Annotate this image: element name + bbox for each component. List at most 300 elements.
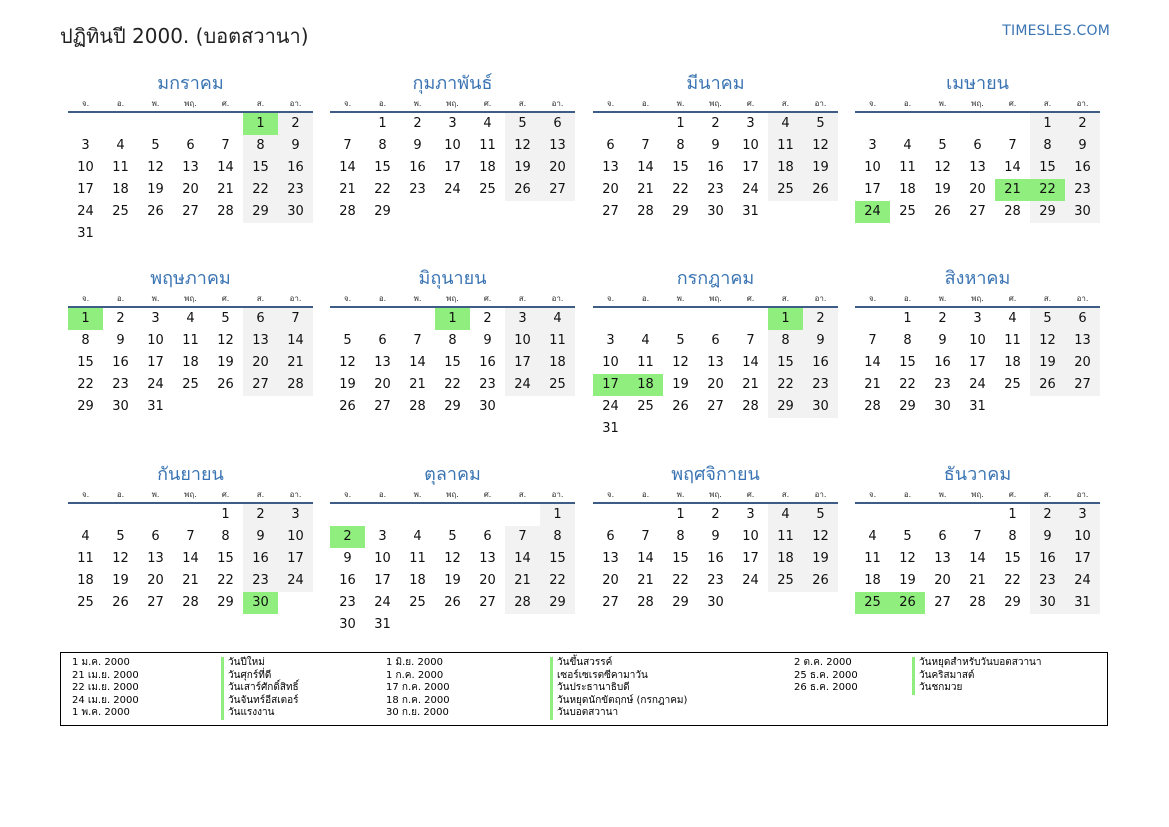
day-cell: 13	[243, 330, 278, 352]
day-cell: 16	[1030, 548, 1065, 570]
day-cell: 8	[378, 138, 387, 153]
day-cell: 28	[339, 204, 356, 219]
day-cell: 23	[339, 595, 356, 610]
day-cell: 9	[938, 333, 947, 348]
day-cell: 3	[746, 116, 755, 131]
holiday-name: เซอร์เซเรตซีคามาวัน	[550, 670, 687, 683]
empty-cell	[925, 113, 960, 135]
day-cell: 24	[602, 399, 619, 414]
day-cell: 5	[803, 113, 838, 135]
day-cell: 24	[969, 377, 986, 392]
weekday-header	[68, 97, 313, 113]
day-cell: 9	[278, 135, 313, 157]
day-cell: 30	[707, 595, 724, 610]
day-cell: 11	[182, 333, 199, 348]
weekday-label: ศ.	[746, 294, 755, 303]
weekday-label: จ.	[868, 99, 877, 108]
day-cell: 31	[77, 226, 94, 241]
day-cell: 9	[1065, 135, 1100, 157]
day-cell: 5	[803, 504, 838, 526]
weekday-header	[68, 488, 313, 504]
day-cell: 27	[374, 399, 391, 414]
day-cell: 21	[182, 573, 199, 588]
empty-cell	[960, 113, 995, 135]
day-cell: 13	[374, 355, 391, 370]
day-cell: 21	[278, 352, 313, 374]
day-cell: 11	[637, 355, 654, 370]
empty-cell	[890, 504, 925, 526]
weekday-label: อ.	[378, 294, 387, 303]
weekday-label: พ.	[151, 99, 160, 108]
day-cell: 6	[606, 529, 615, 544]
empty-cell	[103, 113, 138, 135]
day-cell: 19	[803, 157, 838, 179]
day-cell: 23	[934, 377, 951, 392]
day-cell: 28	[1004, 204, 1021, 219]
day-cell: 3	[278, 504, 313, 526]
day-cell: 19	[934, 182, 951, 197]
day-cell: 9	[413, 138, 422, 153]
day-cell: 14	[637, 160, 654, 175]
day-cell: 1	[676, 507, 685, 522]
weekday-label: จ.	[606, 99, 615, 108]
day-cell: 20	[707, 377, 724, 392]
day-cell: 2	[938, 311, 947, 326]
empty-cell	[628, 308, 663, 330]
day-cell: 12	[112, 551, 129, 566]
empty-cell	[103, 504, 138, 526]
day-cell: 25	[768, 179, 803, 201]
day-cell: 6	[938, 529, 947, 544]
weekday-label: ศ.	[483, 99, 492, 108]
day-cell: 6	[711, 333, 720, 348]
page-title: ปฏิทินปี 2000. (บอตสวานา)	[60, 24, 309, 48]
day-cell: 7	[343, 138, 352, 153]
day-cell: 5	[1030, 308, 1065, 330]
empty-cell	[470, 201, 505, 223]
day-cell: 4	[903, 138, 912, 153]
weekday-label: จ.	[343, 490, 352, 499]
month-name: สิงหาคม	[944, 268, 1011, 289]
day-cell: 29	[217, 595, 234, 610]
day-cell: 28	[409, 399, 426, 414]
day-cell: 30	[1065, 201, 1100, 223]
day-cell: 24	[742, 182, 759, 197]
weekday-label: ส.	[256, 294, 265, 303]
day-cell: 12	[934, 160, 951, 175]
day-cell: 12	[1030, 330, 1065, 352]
day-cell: 2	[278, 113, 313, 135]
month-block	[68, 266, 313, 418]
day-grid	[855, 308, 1100, 418]
day-cell: 24	[374, 595, 391, 610]
day-cell: 14	[1004, 160, 1021, 175]
day-cell: 6	[540, 113, 575, 135]
month-name: ธันวาคม	[943, 464, 1012, 485]
day-cell: 25	[1004, 377, 1021, 392]
day-cell: 23	[479, 377, 496, 392]
empty-cell	[435, 614, 470, 636]
empty-cell	[278, 396, 313, 418]
day-cell: 2	[1030, 504, 1065, 526]
day-cell: 10	[1065, 526, 1100, 548]
day-cell: 10	[969, 333, 986, 348]
day-cell: 18	[479, 160, 496, 175]
holiday-date: 17 ก.ค. 2000	[386, 682, 450, 694]
day-cell: 31	[374, 617, 391, 632]
day-cell: 21	[742, 377, 759, 392]
day-cell: 10	[505, 330, 540, 352]
day-cell: 17	[1065, 548, 1100, 570]
day-cell: 23	[707, 182, 724, 197]
holiday-name-column	[912, 657, 1042, 695]
holiday-date-column	[386, 657, 450, 720]
day-cell: 17	[969, 355, 986, 370]
day-cell: 26	[147, 204, 164, 219]
weekday-label: ศ.	[221, 490, 230, 499]
day-cell: 22	[899, 377, 916, 392]
day-cell: 14	[637, 551, 654, 566]
weekday-label: ศ.	[221, 294, 230, 303]
day-cell: 17	[742, 160, 759, 175]
day-cell: 27	[602, 204, 619, 219]
day-cell: 3	[606, 333, 615, 348]
weekday-label: จ.	[343, 99, 352, 108]
holiday-date: 26 ธ.ค. 2000	[794, 682, 858, 694]
day-cell: 8	[676, 138, 685, 153]
day-cell: 12	[672, 355, 689, 370]
day-cell: 14	[409, 355, 426, 370]
empty-cell	[540, 614, 575, 636]
holiday-name: วันชกมวย	[912, 682, 1042, 695]
holiday-date: 1 ก.ค. 2000	[386, 669, 444, 681]
holiday-date: 22 เม.ย. 2000	[72, 682, 139, 694]
day-cell: 22	[243, 179, 278, 201]
weekday-label: จ.	[343, 294, 352, 303]
empty-cell	[505, 201, 540, 223]
day-grid	[330, 308, 575, 418]
day-cell: 15	[77, 355, 94, 370]
empty-cell	[540, 201, 575, 223]
day-cell: 21	[995, 179, 1030, 201]
month-block	[330, 266, 575, 418]
weekday-label: อา.	[289, 99, 302, 108]
empty-cell	[628, 504, 663, 526]
day-cell: 14	[864, 355, 881, 370]
weekday-label: พ.	[938, 294, 947, 303]
empty-cell	[593, 113, 628, 135]
day-cell: 19	[147, 182, 164, 197]
day-cell: 28	[182, 595, 199, 610]
day-cell: 21	[864, 377, 881, 392]
day-cell: 1	[676, 116, 685, 131]
day-cell: 9	[711, 138, 720, 153]
day-cell: 6	[243, 308, 278, 330]
day-cell: 4	[186, 311, 195, 326]
day-cell: 25	[768, 570, 803, 592]
day-cell: 8	[768, 330, 803, 352]
empty-cell	[1030, 396, 1065, 418]
day-cell: 1	[221, 507, 230, 522]
day-cell: 7	[186, 529, 195, 544]
day-cell: 2	[243, 504, 278, 526]
day-cell: 28	[278, 374, 313, 396]
empty-cell	[768, 418, 803, 440]
day-cell: 26	[672, 399, 689, 414]
day-cell: 5	[343, 333, 352, 348]
day-cell: 31	[147, 399, 164, 414]
weekday-label: พฤ.	[446, 294, 459, 303]
day-cell: 4	[81, 529, 90, 544]
weekday-label: จ.	[868, 294, 877, 303]
day-cell: 2	[711, 507, 720, 522]
weekday-label: อ.	[641, 294, 650, 303]
day-cell: 3	[505, 308, 540, 330]
day-cell: 16	[707, 551, 724, 566]
weekday-header	[330, 97, 575, 113]
weekday-label: ส.	[256, 99, 265, 108]
holiday-name: วันเสาร์ศักดิ์สิทธิ์	[221, 682, 299, 695]
day-cell: 4	[116, 138, 125, 153]
day-cell: 7	[746, 333, 755, 348]
weekday-label: ส.	[1043, 294, 1052, 303]
month-name: มกราคม	[157, 73, 224, 94]
day-cell: 20	[374, 377, 391, 392]
day-cell: 29	[444, 399, 461, 414]
empty-cell	[243, 396, 278, 418]
weekday-header	[330, 488, 575, 504]
day-cell: 24	[742, 573, 759, 588]
weekday-label: พฤ.	[184, 294, 197, 303]
empty-cell	[138, 113, 173, 135]
day-cell: 2	[803, 308, 838, 330]
holiday-date-column	[794, 657, 858, 695]
day-cell: 11	[77, 551, 94, 566]
day-cell: 4	[1008, 311, 1017, 326]
day-cell: 23	[409, 182, 426, 197]
day-cell: 23	[278, 179, 313, 201]
day-cell: 28	[637, 595, 654, 610]
day-cell: 24	[77, 204, 94, 219]
weekday-label: อ.	[378, 99, 387, 108]
day-grid	[593, 504, 838, 614]
day-cell: 22	[217, 573, 234, 588]
day-cell: 16	[1065, 157, 1100, 179]
day-cell: 22	[768, 374, 803, 396]
day-cell: 25	[855, 592, 890, 614]
day-cell: 29	[540, 592, 575, 614]
holiday-name: วันศุกร์ที่ดี	[221, 670, 299, 683]
weekday-label: อา.	[1076, 490, 1089, 499]
day-cell: 30	[707, 204, 724, 219]
day-cell: 12	[147, 160, 164, 175]
weekday-header	[68, 292, 313, 308]
day-cell: 6	[483, 529, 492, 544]
empty-cell	[68, 113, 103, 135]
day-cell: 11	[864, 551, 881, 566]
day-cell: 29	[243, 201, 278, 223]
empty-cell	[330, 504, 365, 526]
day-cell: 8	[540, 526, 575, 548]
day-cell: 15	[899, 355, 916, 370]
day-cell: 2	[711, 116, 720, 131]
day-cell: 28	[637, 204, 654, 219]
day-cell: 11	[540, 330, 575, 352]
day-cell: 29	[672, 595, 689, 610]
empty-cell	[995, 396, 1030, 418]
day-cell: 7	[973, 529, 982, 544]
day-cell: 27	[1065, 374, 1100, 396]
month-block	[855, 266, 1100, 418]
empty-cell	[400, 201, 435, 223]
day-cell: 24	[444, 182, 461, 197]
weekday-header	[855, 292, 1100, 308]
day-cell: 13	[147, 551, 164, 566]
day-cell: 16	[278, 157, 313, 179]
day-cell: 17	[374, 573, 391, 588]
day-cell: 8	[1030, 135, 1065, 157]
month-block	[593, 266, 838, 440]
day-cell: 13	[934, 551, 951, 566]
day-cell: 18	[864, 573, 881, 588]
day-cell: 19	[803, 548, 838, 570]
day-cell: 17	[147, 355, 164, 370]
day-cell: 26	[803, 570, 838, 592]
holiday-date-column	[72, 657, 139, 720]
month-name: พฤศจิกายน	[671, 464, 760, 485]
day-cell: 21	[409, 377, 426, 392]
day-cell: 1	[243, 113, 278, 135]
day-cell: 2	[116, 311, 125, 326]
day-cell: 6	[973, 138, 982, 153]
day-cell: 28	[864, 399, 881, 414]
day-cell: 18	[628, 374, 663, 396]
weekday-header	[330, 292, 575, 308]
day-cell: 27	[540, 179, 575, 201]
day-grid	[330, 504, 575, 636]
empty-cell	[803, 201, 838, 223]
day-cell: 2	[330, 526, 365, 548]
day-cell: 20	[479, 573, 496, 588]
weekday-label: ศ.	[483, 490, 492, 499]
day-cell: 20	[602, 573, 619, 588]
day-grid	[855, 504, 1100, 614]
empty-cell	[593, 504, 628, 526]
holiday-name-column	[221, 657, 299, 720]
empty-cell	[470, 504, 505, 526]
weekday-label: อา.	[1076, 294, 1089, 303]
day-cell: 11	[409, 551, 426, 566]
day-cell: 17	[77, 182, 94, 197]
day-cell: 26	[890, 592, 925, 614]
empty-cell	[995, 113, 1030, 135]
empty-cell	[960, 504, 995, 526]
site-link[interactable]: TIMESLES.COM	[1002, 23, 1110, 39]
weekday-label: พ.	[151, 490, 160, 499]
month-block	[330, 462, 575, 636]
day-cell: 16	[707, 160, 724, 175]
day-cell: 24	[147, 377, 164, 392]
weekday-label: อา.	[289, 490, 302, 499]
day-cell: 22	[77, 377, 94, 392]
day-cell: 17	[444, 160, 461, 175]
day-cell: 6	[1065, 308, 1100, 330]
weekday-label: ส.	[518, 490, 527, 499]
weekday-label: พ.	[413, 294, 422, 303]
month-name: พฤษภาคม	[150, 268, 231, 289]
day-cell: 5	[938, 138, 947, 153]
day-cell: 10	[77, 160, 94, 175]
day-cell: 19	[217, 355, 234, 370]
empty-cell	[400, 614, 435, 636]
weekday-label: อ.	[903, 294, 912, 303]
day-cell: 13	[707, 355, 724, 370]
empty-cell	[925, 504, 960, 526]
day-cell: 9	[116, 333, 125, 348]
weekday-label: อ.	[641, 99, 650, 108]
empty-cell	[540, 396, 575, 418]
day-cell: 5	[676, 333, 685, 348]
day-cell: 16	[243, 548, 278, 570]
day-cell: 30	[803, 396, 838, 418]
empty-cell	[278, 592, 313, 614]
weekday-label: ส.	[518, 294, 527, 303]
day-cell: 5	[116, 529, 125, 544]
day-cell: 20	[934, 573, 951, 588]
day-cell: 3	[378, 529, 387, 544]
day-cell: 27	[934, 595, 951, 610]
day-cell: 1	[1030, 113, 1065, 135]
month-name: เมษายน	[946, 73, 1009, 94]
day-cell: 14	[278, 330, 313, 352]
month-block	[593, 71, 838, 223]
day-cell: 15	[672, 160, 689, 175]
day-cell: 17	[864, 182, 881, 197]
empty-cell	[173, 113, 208, 135]
day-cell: 2	[1065, 113, 1100, 135]
day-cell: 16	[803, 352, 838, 374]
day-cell: 27	[182, 204, 199, 219]
day-cell: 13	[540, 135, 575, 157]
day-cell: 27	[147, 595, 164, 610]
day-cell: 4	[768, 504, 803, 526]
day-cell: 22	[672, 182, 689, 197]
day-cell: 12	[217, 333, 234, 348]
day-cell: 10	[742, 138, 759, 153]
weekday-label: พ.	[413, 490, 422, 499]
weekday-header	[593, 97, 838, 113]
empty-cell	[1065, 396, 1100, 418]
day-cell: 29	[374, 204, 391, 219]
empty-cell	[243, 223, 278, 245]
day-cell: 21	[637, 182, 654, 197]
day-grid	[68, 504, 313, 614]
day-cell: 15	[1004, 551, 1021, 566]
day-cell: 14	[969, 551, 986, 566]
day-grid	[593, 308, 838, 440]
day-cell: 20	[182, 182, 199, 197]
day-cell: 8	[448, 333, 457, 348]
day-cell: 18	[768, 157, 803, 179]
day-cell: 19	[444, 573, 461, 588]
day-cell: 30	[243, 592, 278, 614]
day-cell: 23	[243, 570, 278, 592]
weekday-label: พฤ.	[184, 99, 197, 108]
day-cell: 1	[903, 311, 912, 326]
day-cell: 30	[339, 617, 356, 632]
holiday-legend	[60, 652, 1108, 726]
day-cell: 12	[803, 135, 838, 157]
